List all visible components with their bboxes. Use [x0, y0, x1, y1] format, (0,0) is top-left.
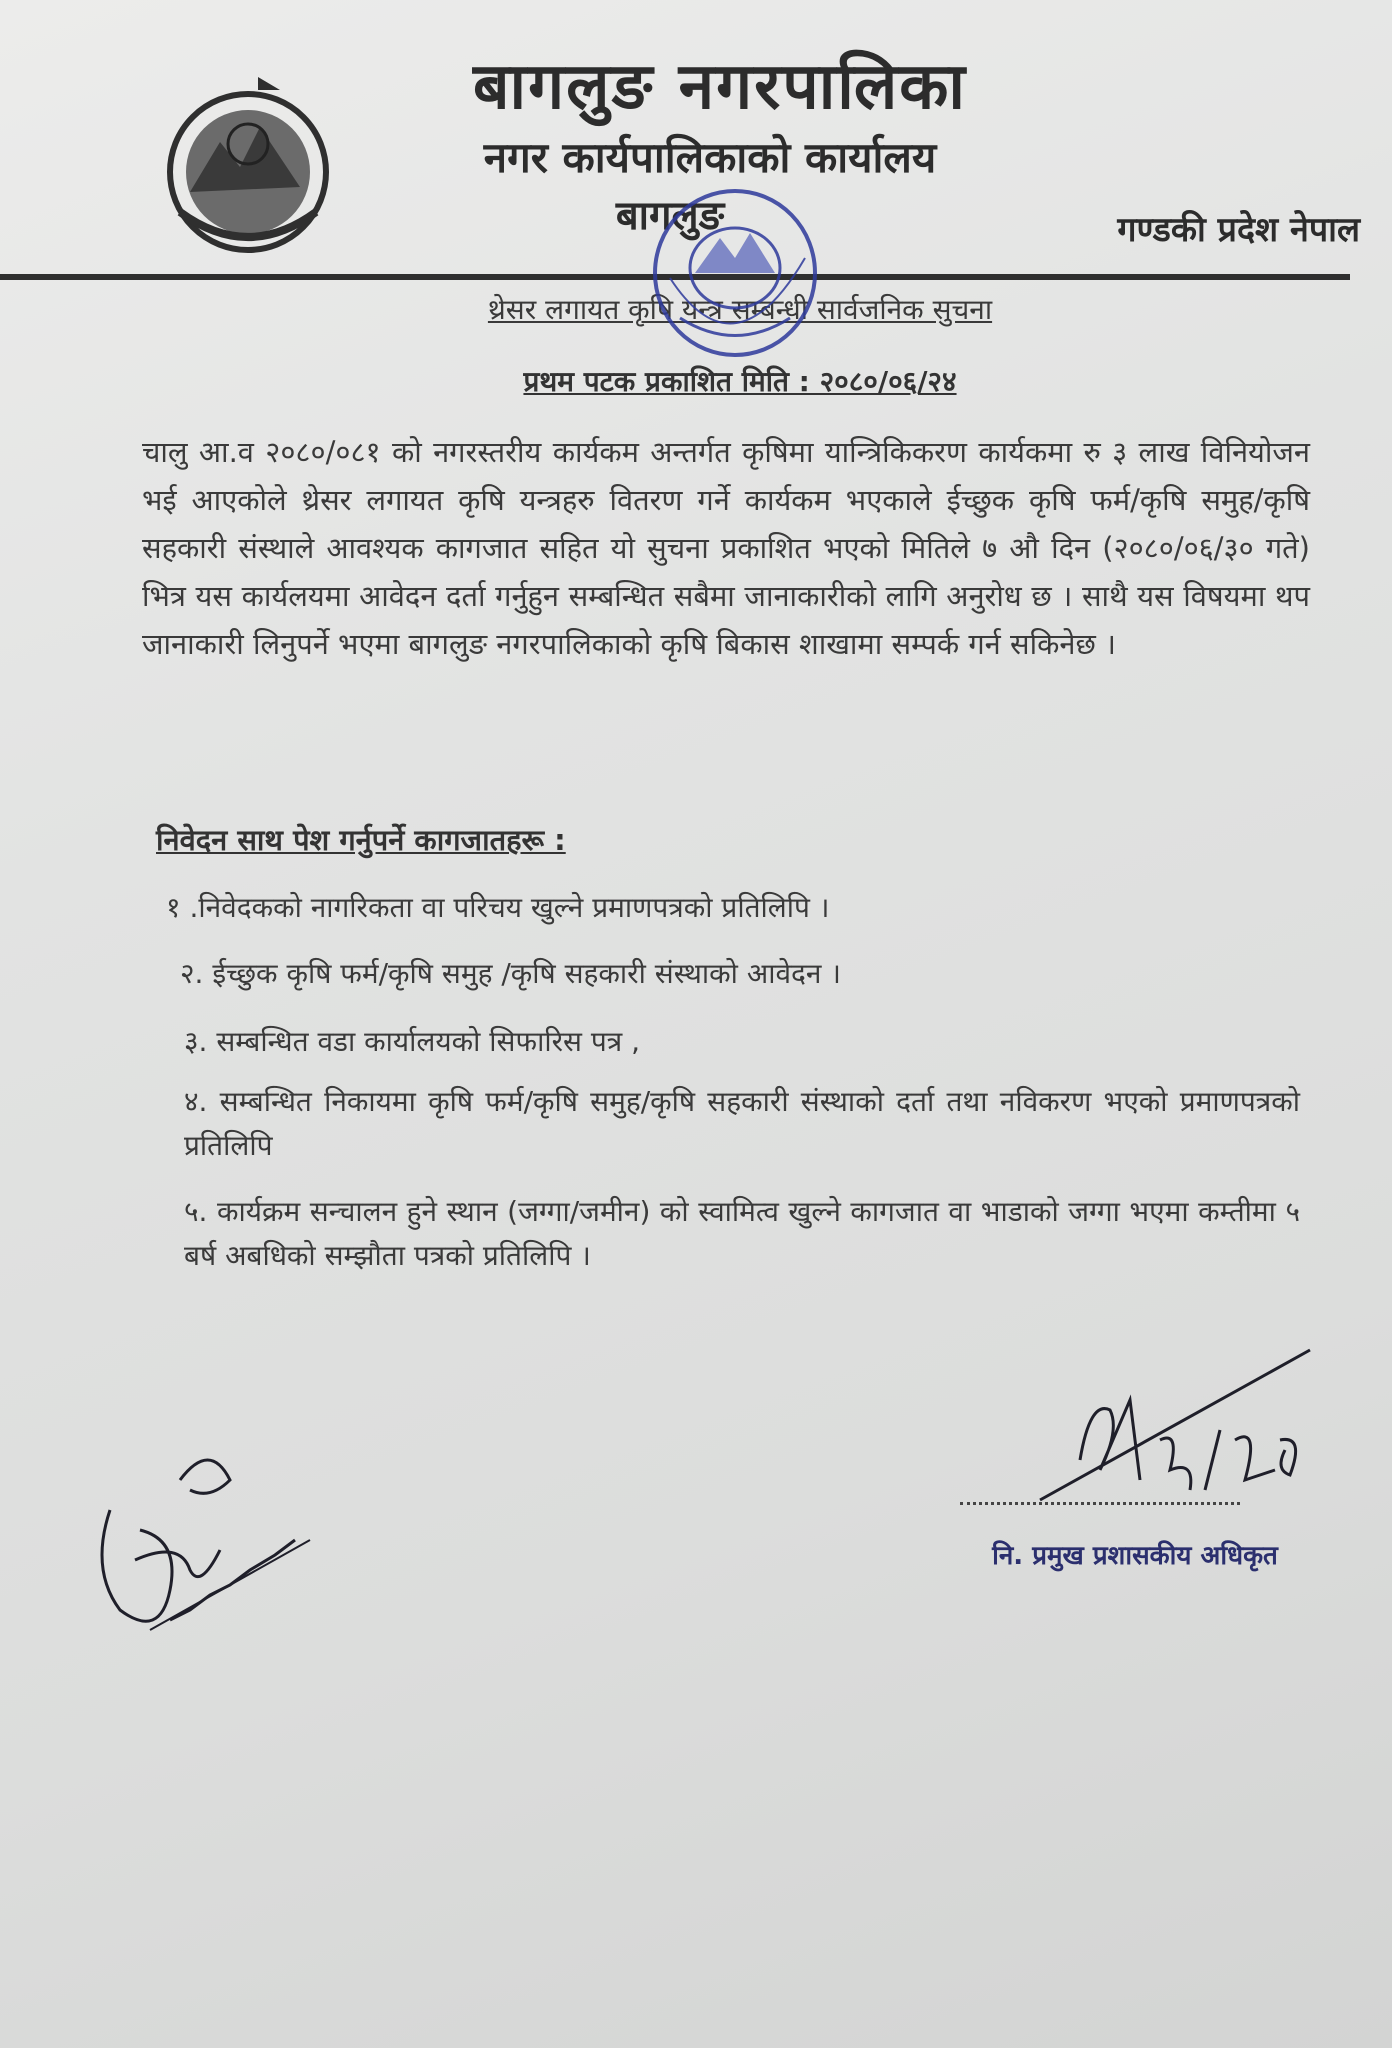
municipality-title: बागलुङ नगरपालिका: [473, 50, 967, 124]
document-item: २. ईच्छुक कृषि फर्म/कृषि समुह /कृषि सहकारी संस्थाको आवेदन ।: [180, 957, 841, 990]
officer-signature: [1020, 1340, 1320, 1515]
nepal-emblem-icon: [140, 72, 355, 257]
publish-date: प्रथम पटक प्रकाशित मिति : २०८०/०६/२४: [523, 365, 957, 398]
document-item: ४. सम्बन्धित निकायमा कृषि फर्म/कृषि समुह/कृषि सहकारी संस्थाको दर्ता तथा नविकरण भएको प्रमाणपत्रको प्रतिलिपि: [184, 1085, 1300, 1162]
left-signature: [80, 1420, 340, 1650]
office-subtitle: नगर कार्यपालिकाको कार्यालय: [483, 133, 937, 182]
notice-heading: थ्रेसर लगायत कृषि यन्त्र सम्बन्धी सार्वजनिक सुचना: [487, 293, 993, 326]
notice-body: चालु आ.व २०८०/०८१ को नगरस्तरीय कार्यकम अन्तर्गत कृषिमा यान्त्रिकिकरण कार्यकमा रु ३ लाख विनियोजन भई आएकोले थ्रेसर लगायत कृषि यन्त्रहरु वितरण गर्ने कार्यकम भएकाले ईच्छुक कृषि फर्म/कृषि समुह/कृषि सहकारी संस्थाले आवश्यक कागजात सहित यो सुचना प्रकाशित भएको मितिले ७ औ दिन (२०८०/०६/३० गते) भित्र यस कार्यलयमा आवेदन दर्ता गर्नुहुन सम्बन्धित सबैमा जानाकारीको लागि अनुरोध छ । साथै यस विषयमा थप जानाकारी लिनुपर्ने भएमा बागलुङ नगरपालिकाको कृषि बिकास शाखामा सम्पर्क गर्न सकिनेछ ।: [142, 435, 1310, 661]
document-item: ३. सम्बन्धित वडा कार्यालयको सिफारिस पत्र ,: [184, 1025, 641, 1058]
officer-title: नि. प्रमुख प्रशासकीय अधिकृत: [992, 1541, 1278, 1571]
office-seal-stamp: [640, 178, 830, 378]
documents-heading: निवेदन साथ पेश गर्नुपर्ने कागजातहरू :: [156, 823, 566, 857]
document-item: ५. कार्यक्रम सन्चालन हुने स्थान (जग्गा/जमीन) को स्वामित्व खुल्ने कागजात वा भाडाको जग्गा भएमा कम्तीमा ५ बर्ष अबधिको सम्झौता पत्रको प्रतिलिपि ।: [184, 1195, 1300, 1272]
document-item: १ .निवेदकको नागरिकता वा परिचय खुल्ने प्रमाणपत्रको प्रतिलिपि ।: [166, 891, 830, 924]
signature-line: [960, 1502, 1240, 1505]
province-label: गण्डकी प्रदेश नेपाल: [1117, 210, 1360, 250]
office-location: बागलुङ: [615, 193, 725, 239]
